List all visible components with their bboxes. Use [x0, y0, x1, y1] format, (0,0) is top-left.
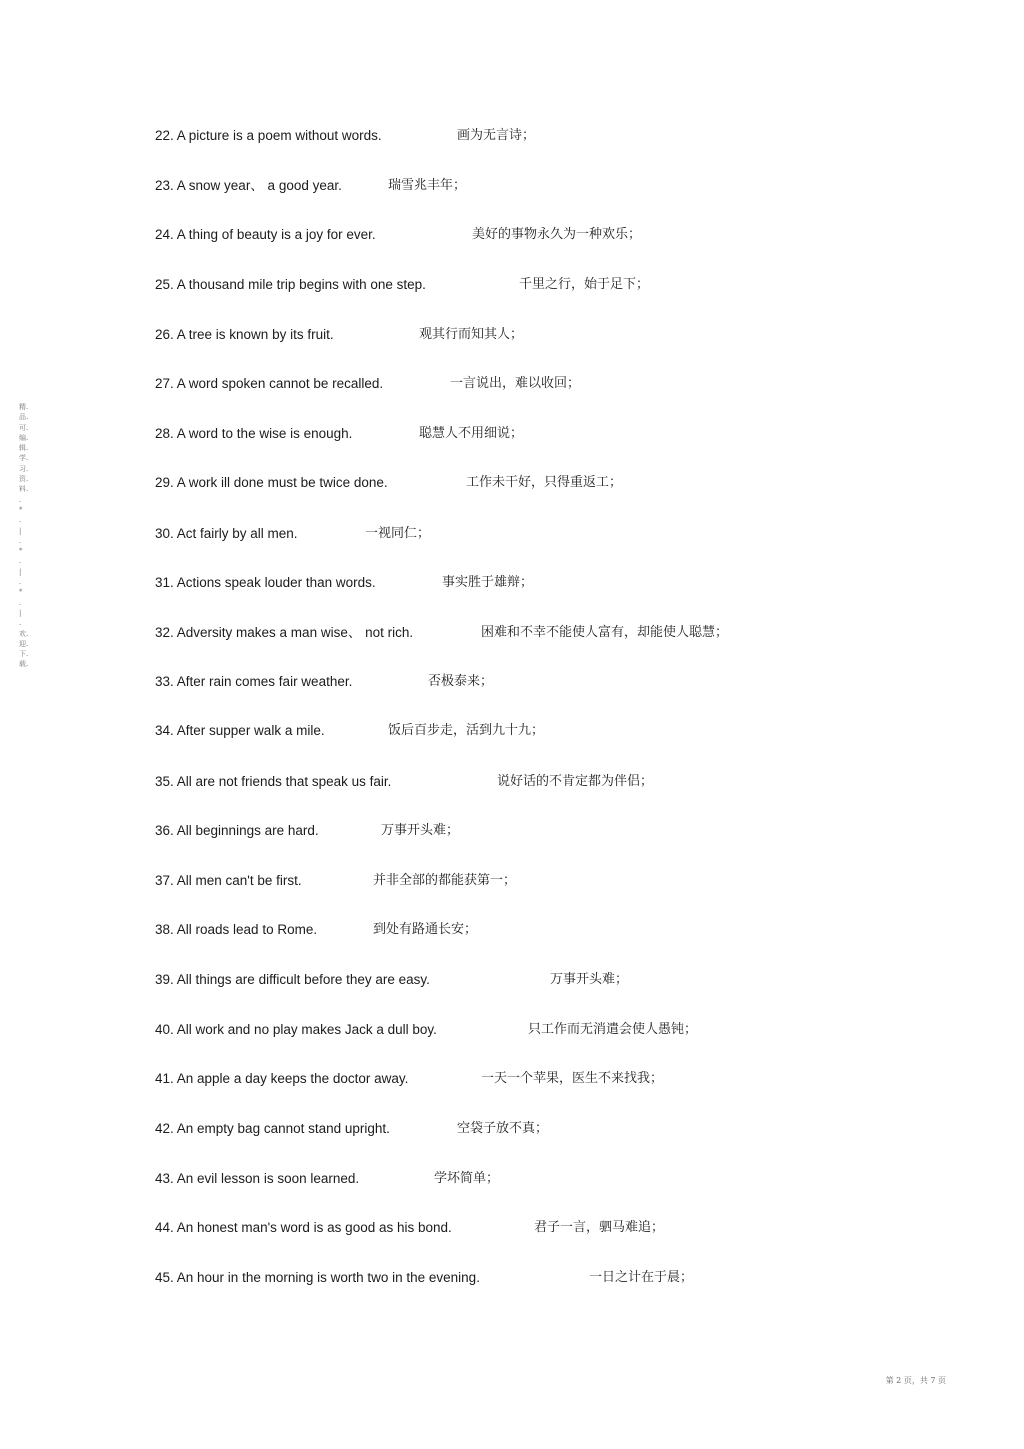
- side-note: 精. 品. 可. 编. 辑. 学. 习. 资. 料. . * . | . * . | . * . | . 欢. 迎. 下. 载.: [19, 403, 29, 669]
- proverb-chinese: 饭后百步走，活到九十九；: [388, 723, 545, 738]
- proverb-english: 32. Adversity makes a man wise、 not rich.: [155, 625, 414, 640]
- proverb-chinese: 否极泰来；: [428, 674, 494, 689]
- proverb-english: 23. A snow year、 a good year.: [155, 178, 342, 193]
- proverb-chinese: 美好的事物永久为一种欢乐；: [472, 227, 642, 242]
- proverb-english: 22. A picture is a poem without words.: [155, 128, 382, 143]
- proverb-english: 36. All beginnings are hard.: [155, 823, 319, 838]
- proverb-chinese: 只工作而无消遣会使人愚钝；: [528, 1022, 698, 1037]
- proverb-chinese: 事实胜于雄辩；: [442, 575, 534, 590]
- page-footer: 第 2 页，共 7 页: [885, 1376, 946, 1385]
- proverb-chinese: 一天一个苹果，医生不来找我；: [481, 1071, 664, 1086]
- proverb-chinese: 聪慧人不用细说；: [419, 426, 524, 441]
- proverb-english: 38. All roads lead to Rome.: [155, 922, 318, 937]
- proverb-chinese: 工作未干好，只得重返工；: [466, 475, 623, 490]
- proverb-chinese: 说好话的不肯定都为伴侣；: [497, 774, 654, 789]
- proverb-chinese: 千里之行，始于足下；: [519, 277, 650, 292]
- proverb-chinese: 瑞雪兆丰年；: [388, 178, 467, 193]
- proverb-english: 31. Actions speak louder than words.: [155, 575, 376, 590]
- proverb-english: 30. Act fairly by all men.: [155, 526, 298, 541]
- proverb-english: 33. After rain comes fair weather.: [155, 674, 353, 689]
- proverb-chinese: 到处有路通长安；: [373, 922, 478, 937]
- proverb-chinese: 一言说出，难以收回；: [450, 376, 581, 391]
- proverb-chinese: 空袋子放不真；: [457, 1121, 549, 1136]
- proverb-english: 26. A tree is known by its fruit.: [155, 327, 334, 342]
- proverb-english: 44. An honest man's word is as good as his bond.: [155, 1220, 452, 1235]
- proverb-chinese: 画为无言诗；: [457, 128, 536, 143]
- proverb-english: 25. A thousand mile trip begins with one step.: [155, 277, 426, 292]
- proverb-english: 34. After supper walk a mile.: [155, 723, 325, 738]
- proverb-english: 37. All men can't be first.: [155, 873, 302, 888]
- proverb-chinese: 困难和不幸不能使人富有，却能使人聪慧；: [481, 625, 729, 640]
- proverb-english: 40. All work and no play makes Jack a dull boy.: [155, 1022, 437, 1037]
- proverb-chinese: 万事开头难；: [381, 823, 460, 838]
- proverb-chinese: 并非全部的都能获第一；: [373, 873, 517, 888]
- proverb-english: 42. An empty bag cannot stand upright.: [155, 1121, 390, 1136]
- proverb-chinese: 观其行而知其人；: [419, 327, 524, 342]
- proverb-chinese: 万事开头难；: [550, 972, 629, 987]
- proverb-english: 27. A word spoken cannot be recalled.: [155, 376, 384, 391]
- proverb-english: 35. All are not friends that speak us fair.: [155, 774, 392, 789]
- proverb-chinese: 一日之计在于晨；: [589, 1270, 694, 1285]
- proverb-english: 24. A thing of beauty is a joy for ever.: [155, 227, 376, 242]
- proverb-english: 28. A word to the wise is enough.: [155, 426, 353, 441]
- proverb-chinese: 君子一言，驷马难追；: [534, 1220, 665, 1235]
- proverb-english: 39. All things are difficult before they are easy.: [155, 972, 430, 987]
- proverb-chinese: 学坏简单；: [434, 1171, 500, 1186]
- proverb-english: 29. A work ill done must be twice done.: [155, 475, 388, 490]
- proverb-chinese: 一视同仁；: [365, 526, 431, 541]
- proverb-english: 45. An hour in the morning is worth two in the evening.: [155, 1270, 480, 1285]
- proverb-english: 43. An evil lesson is soon learned.: [155, 1171, 360, 1186]
- proverb-english: 41. An apple a day keeps the doctor away.: [155, 1071, 409, 1086]
